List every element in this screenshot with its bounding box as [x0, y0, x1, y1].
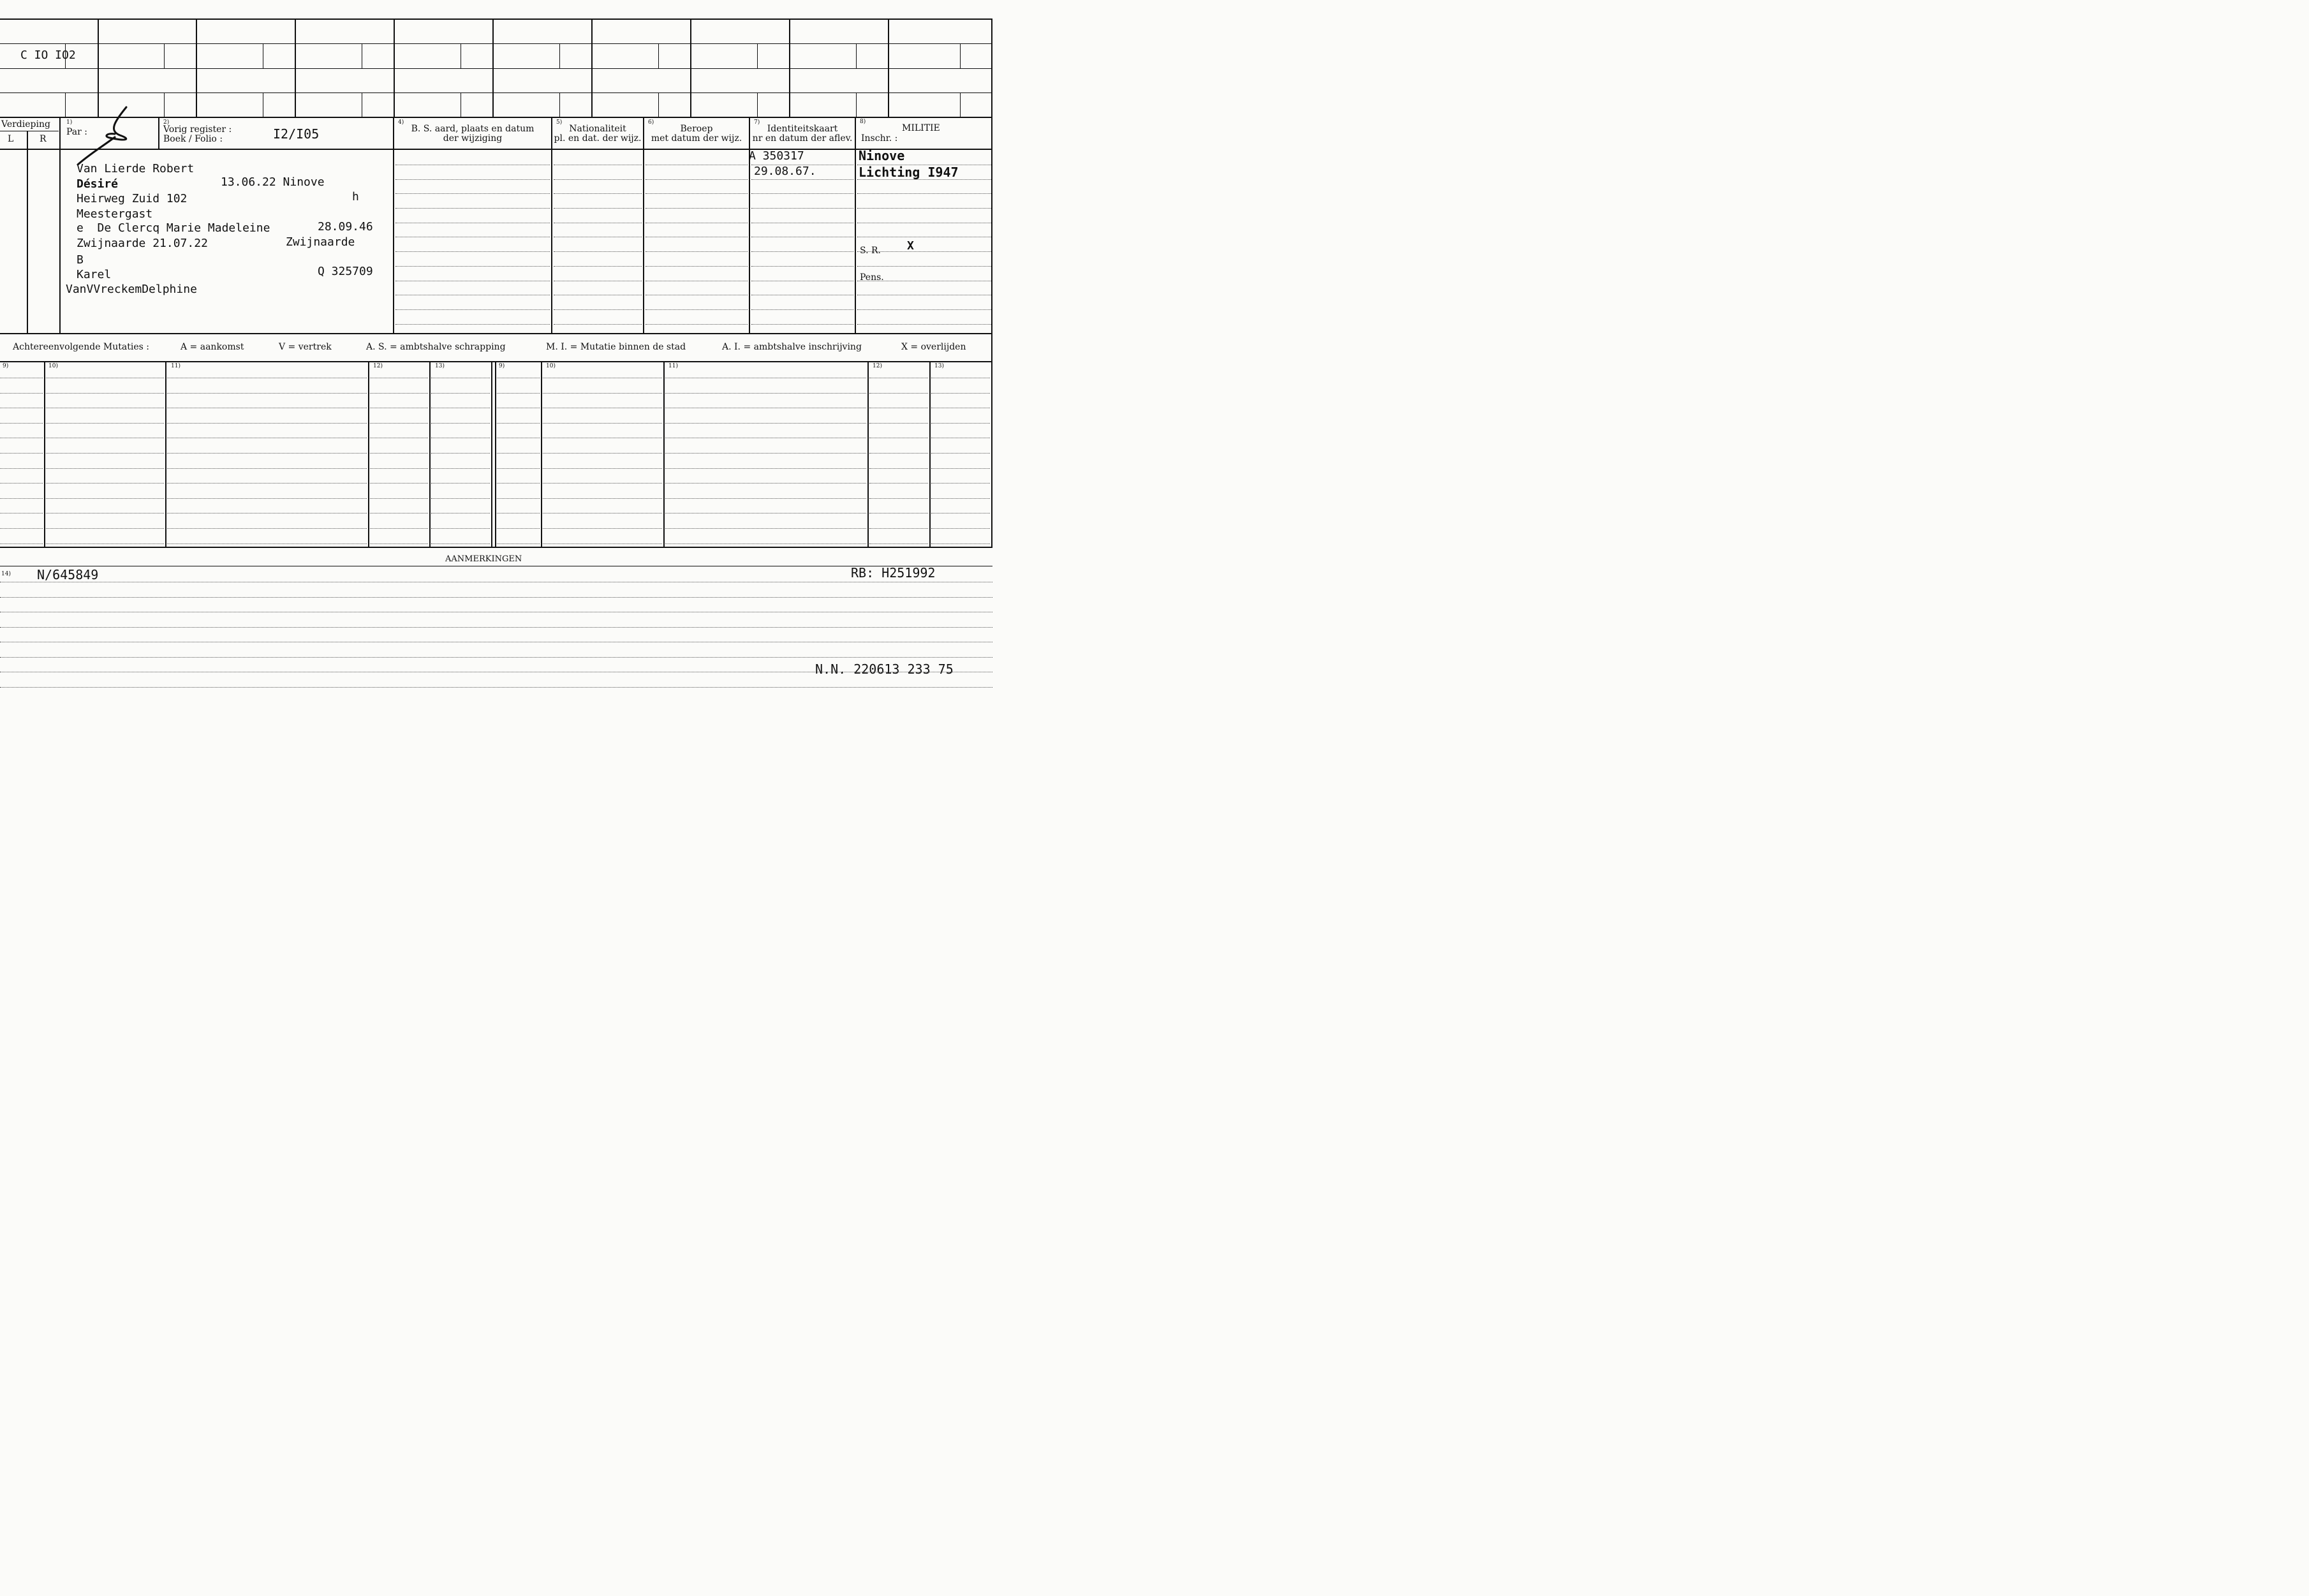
ruling-line [751, 208, 853, 209]
ruling-line [931, 543, 990, 544]
ruling-line [931, 483, 990, 484]
ruling-line [0, 393, 43, 394]
ruling-line [543, 468, 662, 469]
ruling-line [751, 251, 853, 252]
grid-line [0, 43, 992, 44]
ruling-line [931, 513, 990, 514]
ruling-line [665, 423, 866, 424]
mut-col [929, 361, 931, 547]
ruling-line [46, 468, 164, 469]
grid-sub-col [658, 92, 659, 117]
person-spouse-birth: Zwijnaarde 21.07.22 [77, 237, 208, 250]
vorig-label: Vorig register : [163, 124, 232, 135]
aanmerkingen-rb: RB: H251992 [851, 565, 936, 580]
ruling-line [370, 483, 428, 484]
ruling-line [46, 483, 164, 484]
ruling-line [751, 193, 853, 194]
ruling-line [869, 543, 928, 544]
ruling-line [395, 251, 550, 252]
id-value-1: A 350317 [749, 149, 804, 163]
inschr-label: Inschr. : [861, 133, 898, 144]
col-divider-lr [27, 131, 28, 334]
ruling-line [0, 657, 992, 658]
grid-sub-col [856, 43, 857, 68]
ruling-line [395, 266, 550, 267]
ruling-line [395, 309, 550, 310]
header-bottom-line [0, 149, 992, 150]
id-value-2: 29.08.67. [754, 165, 816, 178]
ruling-line [554, 208, 642, 209]
ruling-line [370, 498, 428, 499]
verdieping-label: Verdieping [1, 119, 50, 129]
mut-col-13: 13) [435, 363, 445, 369]
ruling-line [46, 393, 164, 394]
ruling-line [869, 468, 928, 469]
person-marriage-place: Zwijnaarde [286, 235, 355, 249]
ruling-line [370, 528, 428, 529]
ruling-line [0, 513, 43, 514]
ruling-line [931, 393, 990, 394]
militie-title: MILITIE [902, 123, 940, 133]
ruling-line [751, 309, 853, 310]
ruling-line [395, 208, 550, 209]
ruling-line [395, 324, 550, 325]
beroep-header-2: met datum der wijz. [651, 133, 742, 144]
person-marriage-date: 28.09.46 [318, 220, 373, 233]
aanmerkingen-nn: N.N. 220613 233 75 [815, 661, 954, 677]
ruling-line [554, 179, 642, 180]
aanmerkingen-value: N/645849 [37, 567, 99, 582]
person-name: Van Lierde Robert [77, 162, 195, 175]
person-address-mark: h [352, 190, 359, 203]
sr-label: S. R. [860, 246, 881, 256]
ruling-line [751, 179, 853, 180]
mutaties-bottom-line [0, 547, 992, 548]
par-label: Par : [66, 127, 87, 137]
ruling-line [857, 309, 991, 310]
grid-sub-col [856, 92, 857, 117]
ruling-line [869, 483, 928, 484]
l-label: L [8, 134, 14, 144]
ruling-line [431, 423, 490, 424]
ruling-line [370, 423, 428, 424]
beroep-header-1: Beroep [680, 124, 713, 134]
ruling-line [665, 543, 866, 544]
ruling-line [645, 193, 748, 194]
mutatie-a: A = aankomst [181, 342, 244, 352]
ruling-line [543, 543, 662, 544]
section-bottom-line [0, 333, 992, 334]
right-border [991, 18, 992, 548]
ruling-line [869, 498, 928, 499]
handwritten-mark-icon [70, 102, 140, 172]
mut-col [491, 361, 492, 547]
id-header-2: nr en datum der aflev. [752, 133, 853, 144]
ruling-line [931, 453, 990, 454]
person-mother: VanVVreckemDelphine [66, 283, 197, 296]
grid-col [888, 18, 889, 117]
bs-header-1: B. S. aard, plaats en datum [411, 124, 535, 134]
ruling-line [497, 453, 540, 454]
ruling-line [431, 468, 490, 469]
ruling-line [857, 266, 991, 267]
nat-header-2: pl. en dat. der wijz. [554, 133, 642, 144]
ruling-line [167, 468, 367, 469]
ruling-line [857, 193, 991, 194]
mutaties-title: Achtereenvolgende Mutaties : [13, 342, 149, 352]
ruling-line [931, 468, 990, 469]
mut-col-11b: 11) [668, 363, 678, 369]
ruling-line [431, 393, 490, 394]
ruling-line [0, 483, 43, 484]
pens-label: Pens. [860, 272, 884, 283]
mut-col [867, 361, 869, 547]
ruling-line [46, 423, 164, 424]
ruling-line [0, 627, 992, 628]
col-divider-par [59, 117, 61, 334]
grid-sub-col [559, 92, 560, 117]
ruling-line [0, 528, 43, 529]
mut-col-10b: 10) [546, 363, 556, 369]
person-letter: B [77, 253, 84, 267]
grid-sub-col [164, 92, 165, 117]
nat-header-1: Nationaliteit [569, 124, 626, 134]
mut-col [44, 361, 45, 547]
ruling-line [554, 309, 642, 310]
ruling-line [665, 483, 866, 484]
ruling-line [0, 543, 43, 544]
ruling-line [167, 498, 367, 499]
grid-col [492, 18, 494, 117]
mutaties-top-line [0, 361, 992, 362]
ruling-line [665, 513, 866, 514]
ruling-line [645, 251, 748, 252]
ruling-line [543, 528, 662, 529]
ruling-line [645, 324, 748, 325]
vorig-num: 2) [163, 119, 170, 126]
mutatie-as: A. S. = ambtshalve schrapping [366, 342, 506, 352]
ruling-line [431, 543, 490, 544]
grid-line [0, 117, 992, 118]
ruling-line [46, 543, 164, 544]
bs-header-2: der wijziging [443, 133, 503, 144]
grid-col [394, 18, 395, 117]
mut-col-11: 11) [171, 363, 181, 369]
ruling-line [645, 309, 748, 310]
grid-col [591, 18, 593, 117]
ruling-line [869, 453, 928, 454]
bs-num: 4) [398, 119, 404, 126]
ruling-line [751, 324, 853, 325]
grid-sub-col [65, 92, 66, 117]
mut-col [429, 361, 431, 547]
ruling-line [167, 513, 367, 514]
ruling-line [167, 528, 367, 529]
ruling-line [554, 324, 642, 325]
ruling-line [857, 324, 991, 325]
person-firstname: Désiré [77, 177, 119, 191]
person-occupation: Meestergast [77, 207, 153, 221]
ruling-line [370, 543, 428, 544]
ruling-line [869, 513, 928, 514]
grid-sub-col [757, 92, 758, 117]
beroep-num: 6) [648, 119, 654, 126]
ruling-line [0, 498, 43, 499]
ruling-line [167, 393, 367, 394]
ruling-line [46, 528, 164, 529]
sr-value: X [907, 239, 914, 253]
grid-line [0, 92, 992, 93]
ruling-line [554, 193, 642, 194]
ruling-line [46, 498, 164, 499]
ruling-line [46, 453, 164, 454]
nat-num: 5) [556, 119, 563, 126]
mut-col-12: 12) [373, 363, 383, 369]
ruling-line [665, 528, 866, 529]
mut-col-12b: 12) [873, 363, 882, 369]
grid-sub-col [559, 43, 560, 68]
ruling-line [0, 597, 992, 598]
ruling-line [543, 423, 662, 424]
ruling-line [0, 468, 43, 469]
ruling-line [497, 468, 540, 469]
aanmerkingen-num: 14) [1, 571, 11, 577]
mut-col [368, 361, 369, 547]
r-label: R [40, 134, 47, 144]
aanmerkingen-title: AANMERKINGEN [445, 554, 522, 564]
grid-sub-col [960, 43, 961, 68]
ruling-line [370, 393, 428, 394]
ruling-line [497, 543, 540, 544]
person-father: Karel [77, 268, 112, 281]
col-divider-bs [393, 117, 394, 334]
mut-col-10: 10) [48, 363, 58, 369]
ruling-line [0, 423, 43, 424]
ruling-line [370, 513, 428, 514]
grid-sub-col [757, 43, 758, 68]
grid-sub-col [658, 43, 659, 68]
ruling-line [543, 483, 662, 484]
mut-col-13b: 13) [934, 363, 944, 369]
person-birth: 13.06.22 Ninove [221, 175, 325, 189]
ruling-line [431, 528, 490, 529]
ruling-line [497, 528, 540, 529]
ruling-line [497, 483, 540, 484]
mut-col-9b: 9) [499, 363, 505, 369]
ruling-line [46, 513, 164, 514]
person-spouse: e De Clercq Marie Madeleine [77, 221, 270, 235]
col-divider-beroep [643, 117, 644, 334]
ruling-line [370, 468, 428, 469]
col-divider-vorig [158, 117, 159, 149]
grid-col [789, 18, 790, 117]
ruling-line [869, 393, 928, 394]
ruling-line [543, 453, 662, 454]
ruling-line [645, 179, 748, 180]
ruling-line [543, 393, 662, 394]
ruling-line [395, 193, 550, 194]
person-address: Heirweg Zuid 102 [77, 192, 188, 205]
ruling-line [395, 179, 550, 180]
ruling-line [370, 453, 428, 454]
ruling-line [645, 208, 748, 209]
mutatie-mi: M. I. = Mutatie binnen de stad [546, 342, 686, 352]
col-divider-nat [551, 117, 552, 334]
mut-col [495, 361, 496, 547]
grid-sub-col [960, 92, 961, 117]
ruling-line [931, 498, 990, 499]
ruling-line [431, 483, 490, 484]
ruling-line [869, 528, 928, 529]
id-header-1: Identiteitskaart [767, 124, 838, 134]
person-number: Q 325709 [318, 265, 373, 278]
ruling-line [497, 513, 540, 514]
ruling-line [665, 468, 866, 469]
mut-col-9: 9) [3, 363, 9, 369]
ruling-line [0, 453, 43, 454]
ruling-line [665, 393, 866, 394]
col-divider-militie [855, 117, 856, 334]
ruling-line [857, 208, 991, 209]
ruling-line [167, 453, 367, 454]
grid-line [0, 68, 992, 69]
mut-col [165, 361, 166, 547]
grid-col [690, 18, 691, 117]
ruling-line [931, 423, 990, 424]
top-border [0, 18, 992, 20]
mutatie-v: V = vertrek [279, 342, 332, 352]
boek-label: Boek / Folio : [163, 134, 223, 144]
ruling-line [497, 498, 540, 499]
mut-col [541, 361, 542, 547]
ruling-line [869, 423, 928, 424]
ruling-line [543, 513, 662, 514]
militie-num: 8) [860, 119, 866, 125]
ruling-line [931, 528, 990, 529]
ruling-line [167, 543, 367, 544]
header-code: C IO IO2 [20, 48, 76, 62]
ruling-line [645, 266, 748, 267]
ruling-line [751, 266, 853, 267]
ruling-line [431, 453, 490, 454]
ruling-line [0, 687, 992, 688]
ruling-line [554, 251, 642, 252]
grid-col [295, 18, 296, 117]
ruling-line [497, 393, 540, 394]
mutatie-x: X = overlijden [901, 342, 966, 352]
vorig-value: I2/I05 [273, 126, 320, 142]
mut-col [663, 361, 665, 547]
ruling-line [665, 453, 866, 454]
ruling-line [167, 483, 367, 484]
grid-sub-col [164, 43, 165, 68]
ruling-line [431, 513, 490, 514]
ruling-line [167, 423, 367, 424]
militie-value-2: Lichting I947 [859, 165, 959, 180]
ruling-line [554, 266, 642, 267]
mutatie-ai: A. I. = ambtshalve inschrijving [722, 342, 862, 352]
ruling-line [497, 423, 540, 424]
ruling-line [665, 498, 866, 499]
militie-value-1: Ninove [859, 148, 905, 163]
par-num: 1) [66, 119, 73, 126]
id-num: 7) [754, 119, 760, 126]
grid-col [196, 18, 197, 117]
ruling-line [431, 498, 490, 499]
ruling-line [543, 498, 662, 499]
